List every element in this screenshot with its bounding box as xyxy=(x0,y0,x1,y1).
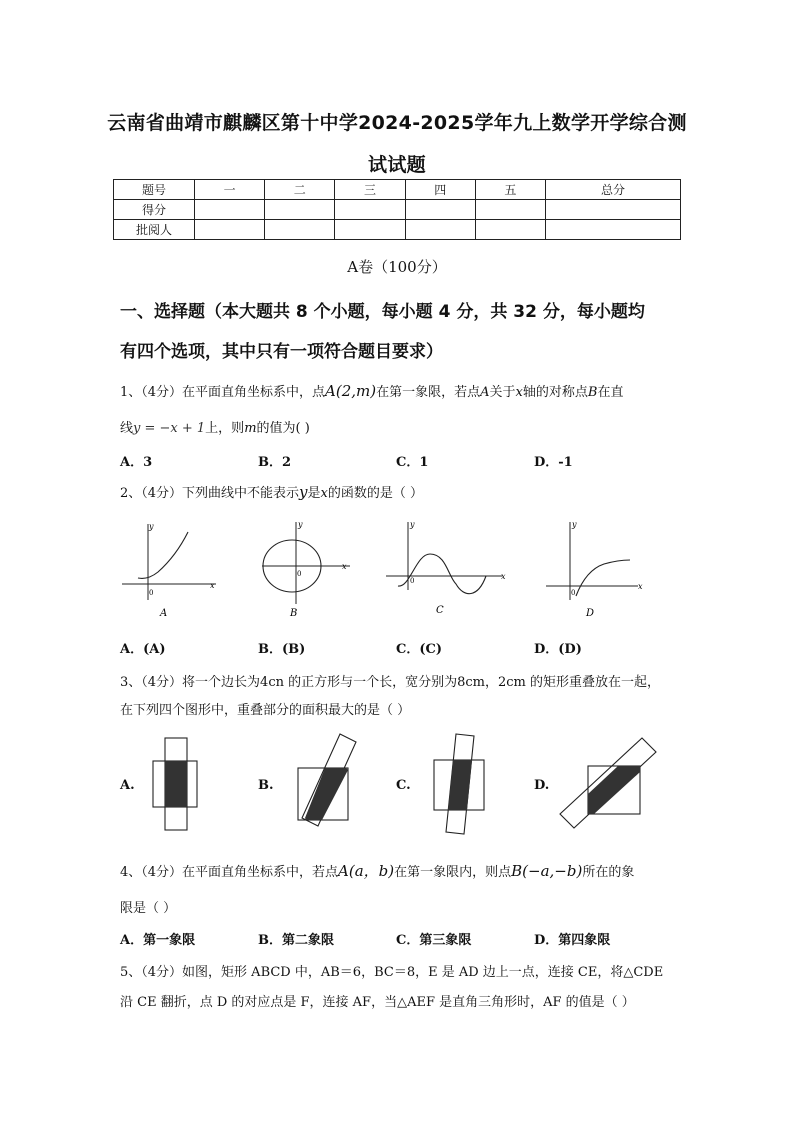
option-d[interactable]: D．第四象限 xyxy=(534,933,611,948)
header-cell: 二 xyxy=(265,180,335,200)
q1-text: 关于 xyxy=(489,385,516,400)
graph-label: B xyxy=(290,608,298,619)
question-3-line2: 在下列四个图形中，重叠部分的面积最大的是（ ） xyxy=(120,703,411,718)
q2-var: y xyxy=(299,483,308,501)
x-label: x xyxy=(342,562,347,571)
q1-text: 的值为( ) xyxy=(256,421,310,436)
option-d[interactable]: D．-1 xyxy=(534,455,573,470)
option-c[interactable]: C．第三象限 xyxy=(396,933,472,948)
x-label: x xyxy=(501,572,506,581)
reviewer-row xyxy=(114,220,681,240)
curve xyxy=(138,532,188,578)
origin-label: 0 xyxy=(149,589,154,597)
score-cell xyxy=(475,200,545,220)
y-label: y xyxy=(149,522,154,531)
overlap xyxy=(305,768,348,820)
q4-text: 4、（4分）在平面直角坐标系中，若点 xyxy=(120,865,339,880)
curve xyxy=(398,554,486,594)
origin-label: 0 xyxy=(571,589,576,597)
option-a[interactable]: A．第一象限 xyxy=(120,933,196,948)
header-cell: 三 xyxy=(335,180,405,200)
score-cell xyxy=(546,220,681,240)
overlap xyxy=(165,761,187,807)
q1-var: x xyxy=(515,385,523,400)
score-cell xyxy=(195,200,265,220)
section-heading: 一、选择题（本大题共 8 个小题，每小题 4 分，共 32 分，每小题均 xyxy=(120,302,645,322)
volume-title: A卷（100分） xyxy=(347,258,447,276)
q1-equation: y = −x + 1 xyxy=(133,421,206,436)
graph-label: D xyxy=(586,608,595,619)
q1-var: m xyxy=(244,421,257,436)
q1-text: 1、（4分）在平面直角坐标系中，点 xyxy=(120,385,326,400)
page-title-continued: 试试题 xyxy=(368,154,426,176)
figure-a xyxy=(146,734,206,834)
score-cell xyxy=(475,220,545,240)
q4-point-a: A(a，b) xyxy=(338,862,395,880)
score-cell xyxy=(546,200,681,220)
question-4 xyxy=(120,860,634,881)
score-table xyxy=(113,179,681,240)
x-label: x xyxy=(210,581,215,590)
option-d[interactable]: D. xyxy=(534,778,550,793)
q1-var: B xyxy=(587,385,598,400)
option-c[interactable]: C．(C) xyxy=(396,642,442,657)
q1-var: A xyxy=(480,385,490,400)
score-cell xyxy=(405,220,475,240)
curve xyxy=(576,560,630,596)
score-table-header-row xyxy=(114,180,681,200)
score-row xyxy=(114,200,681,220)
header-cell: 五 xyxy=(475,180,545,200)
q1-text: 在第一象限，若点 xyxy=(376,385,481,400)
q2-text: 的函数的是（ ） xyxy=(327,486,424,501)
header-cell: 一 xyxy=(195,180,265,200)
option-c[interactable]: C．1 xyxy=(396,455,429,470)
option-a[interactable]: A．3 xyxy=(120,455,153,470)
y-label: y xyxy=(572,520,577,529)
question-4-line2: 限是（ ） xyxy=(120,901,177,916)
question-1-line2 xyxy=(120,417,310,436)
q1-text: 在直 xyxy=(597,385,624,400)
score-cell xyxy=(265,220,335,240)
option-c[interactable]: C. xyxy=(396,778,411,793)
graph-c xyxy=(384,518,514,622)
overlap xyxy=(448,760,472,810)
figure-d xyxy=(556,730,666,835)
score-cell xyxy=(335,200,405,220)
q2-var: x xyxy=(320,486,328,501)
graph-b xyxy=(256,518,360,622)
header-cell: 总分 xyxy=(546,180,681,200)
question-3: 3、（4分）将一个边长为4cn 的正方形与一个长，宽分别为8cm，2cm 的矩形重叠放在一起， xyxy=(120,675,660,690)
figure-b xyxy=(290,730,370,830)
x-label: x xyxy=(638,582,643,591)
graph-a xyxy=(118,518,222,622)
q2-text: 2、（4分）下列曲线中不能表示 xyxy=(120,486,300,501)
q1-point-a: A(2,m) xyxy=(325,382,377,400)
q4-text: 所在的象 xyxy=(582,865,635,880)
page-title: 云南省曲靖市麒麟区第十中学2024-2025学年九上数学开学综合测 xyxy=(107,112,687,134)
figure-c xyxy=(428,730,498,840)
y-label: y xyxy=(298,520,303,529)
option-a[interactable]: A. xyxy=(120,778,135,793)
header-cell: 题号 xyxy=(114,180,195,200)
score-cell xyxy=(405,200,475,220)
row-label: 得分 xyxy=(114,200,195,220)
option-d[interactable]: D．(D) xyxy=(534,642,582,657)
question-1 xyxy=(120,381,623,400)
header-cell: 四 xyxy=(405,180,475,200)
origin-label: 0 xyxy=(410,577,415,585)
score-cell xyxy=(335,220,405,240)
y-label: y xyxy=(410,520,415,529)
graph-label: C xyxy=(436,605,444,616)
overlap xyxy=(588,766,640,814)
graph-label: A xyxy=(160,608,168,619)
q1-text: 线 xyxy=(120,421,134,436)
option-a[interactable]: A．(A) xyxy=(120,642,166,657)
graph-d xyxy=(542,518,652,622)
question-2 xyxy=(120,482,423,501)
q4-point-b: B(−a,−b) xyxy=(511,862,583,880)
row-label: 批阅人 xyxy=(114,220,195,240)
score-cell xyxy=(265,200,335,220)
section-heading-continued: 有四个选项，其中只有一项符合题目要求） xyxy=(120,342,443,362)
option-b[interactable]: B．2 xyxy=(258,455,292,470)
question-5: 5、（4分）如图，矩形 ABCD 中，AB＝6，BC＝8，E 是 AD 边上一点，连接 CE，将△CDE xyxy=(120,965,664,980)
option-b[interactable]: B．第二象限 xyxy=(258,933,334,948)
option-b[interactable]: B. xyxy=(258,778,274,793)
q1-text: 轴的对称点 xyxy=(522,385,588,400)
score-cell xyxy=(195,220,265,240)
origin-label: 0 xyxy=(297,570,302,578)
q4-text: 在第一象限内，则点 xyxy=(394,865,512,880)
q1-text: 上，则 xyxy=(205,421,245,436)
question-5-line2: 沿 CE 翻折，点 D 的对应点是 F，连接 AF，当△AEF 是直角三角形时，AF 的值是（ ） xyxy=(120,995,635,1010)
option-b[interactable]: B．(B) xyxy=(258,642,306,657)
q2-text: 是 xyxy=(307,486,321,501)
